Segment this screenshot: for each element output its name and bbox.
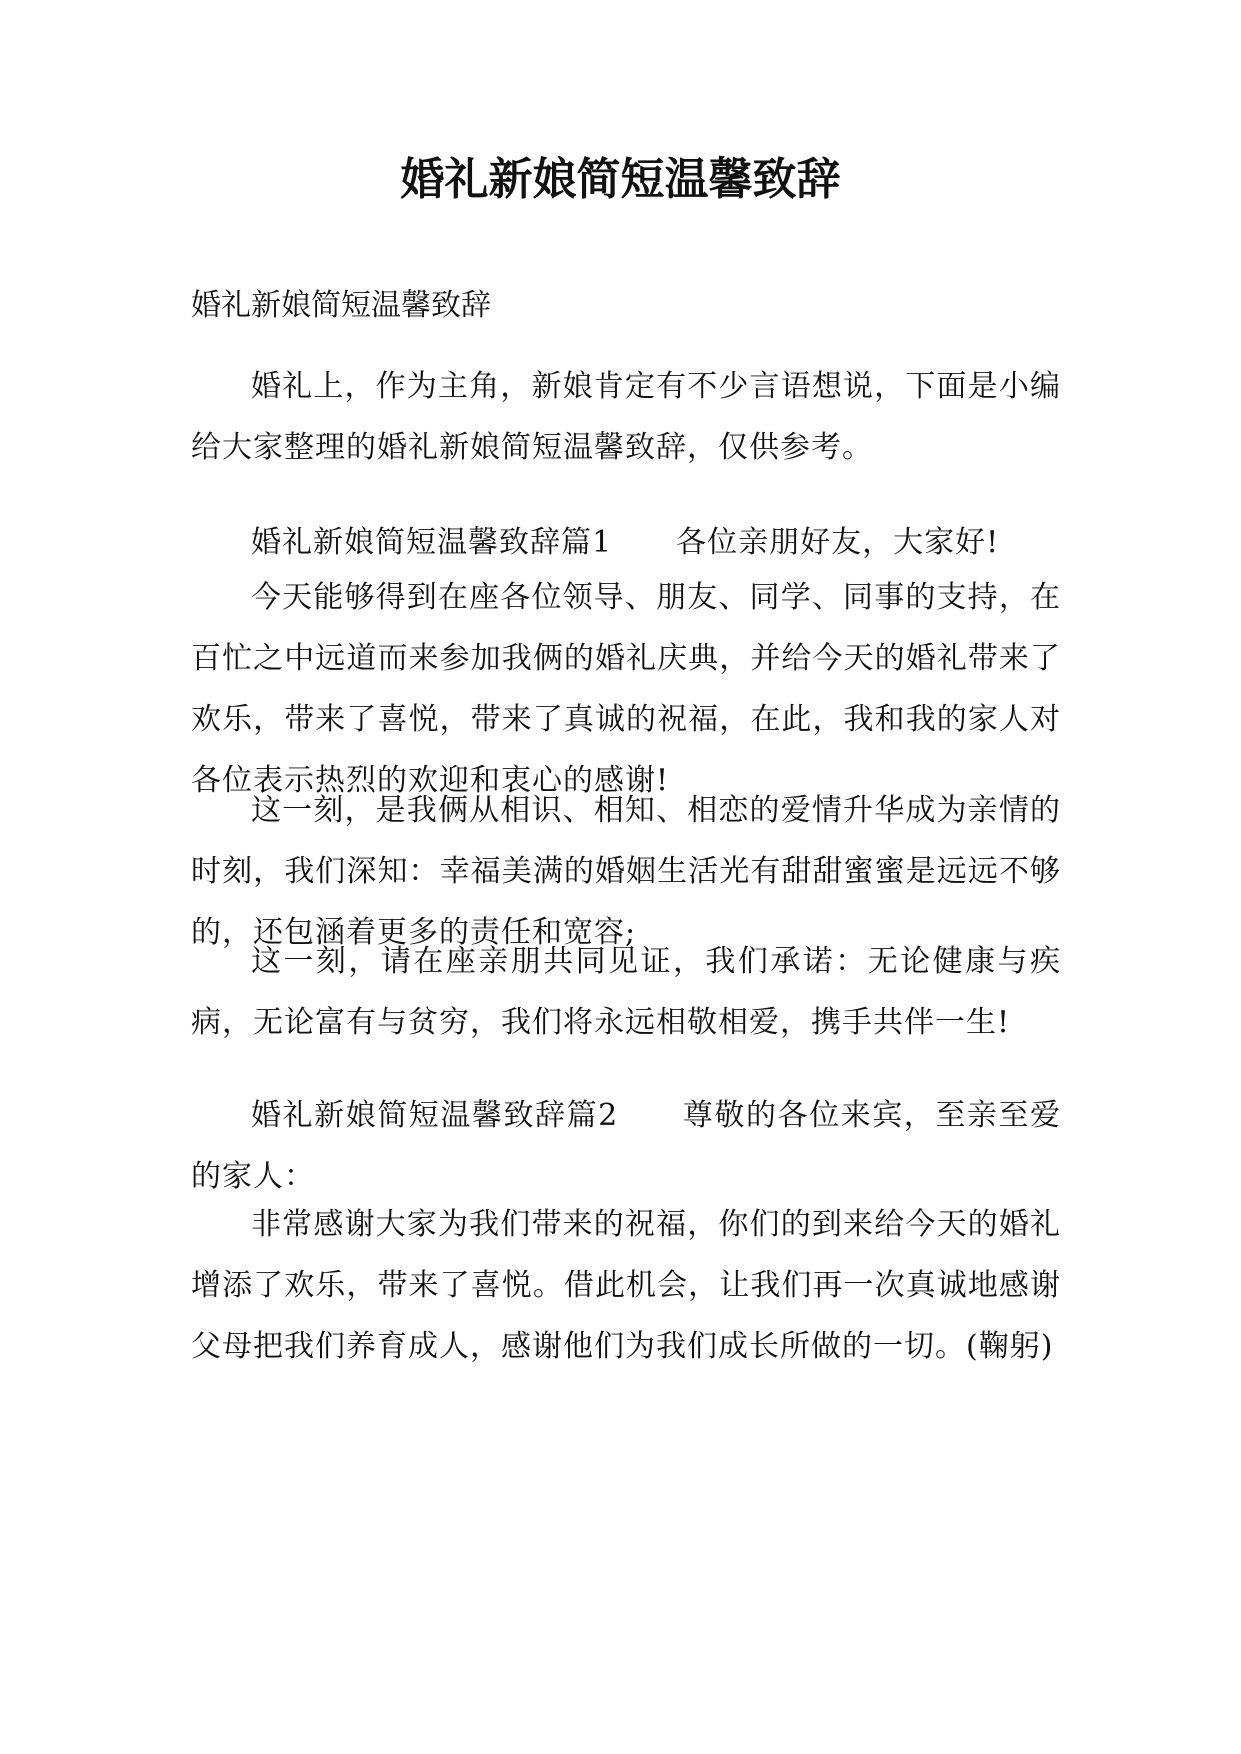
section2-heading-line	[191, 1085, 1061, 1207]
section1-heading-line	[191, 512, 1061, 573]
section1-paragraph: 这一刻，请在座亲朋共同见证，我们承诺：无论健康与疾病，无论富有与贫穷，我们将永远相敬相爱，携手共伴一生!	[191, 944, 1061, 1040]
intro-paragraph: 婚礼上，作为主角，新娘肯定有不少言语想说，下面是小编给大家整理的婚礼新娘简短温馨致辞，仅供参考。	[191, 369, 1061, 465]
section1-paragraph: 这一刻，是我俩从相识、相知、相恋的爱情升华成为亲情的时刻，我们深知：幸福美满的婚姻生活光有甜甜蜜蜜是远远不够的，还包涵着更多的责任和宽容;	[191, 793, 1061, 950]
section2-paragraph: 非常感谢大家为我们带来的祝福，你们的到来给今天的婚礼增添了欢乐，带来了喜悦。借此机会，让我们再一次真诚地感谢父母把我们养育成人，感谢他们为我们成长所做的一切。(鞠躬)	[191, 1207, 1061, 1364]
section1-heading: 婚礼新娘简短温馨致辞篇1	[251, 525, 613, 560]
section2-greeting: 尊敬的各位来宾，至亲至爱的家人：	[191, 1098, 1061, 1194]
document-subtitle: 婚礼新娘简短温馨致辞	[191, 288, 491, 323]
section1-greeting: 各位亲朋好友，大家好!	[676, 525, 1000, 560]
document-title: 婚礼新娘简短温馨致辞	[400, 154, 841, 205]
section1-paragraph: 今天能够得到在座各位领导、朋友、同学、同事的支持，在百忙之中远道而来参加我俩的婚礼庆典，并给今天的婚礼带来了欢乐，带来了喜悦，带来了真诚的祝福，在此，我和我的家人对各位表示热烈的欢迎和衷心的感谢!	[191, 580, 1061, 798]
section2-heading: 婚礼新娘简短温馨致辞篇2	[251, 1098, 619, 1133]
